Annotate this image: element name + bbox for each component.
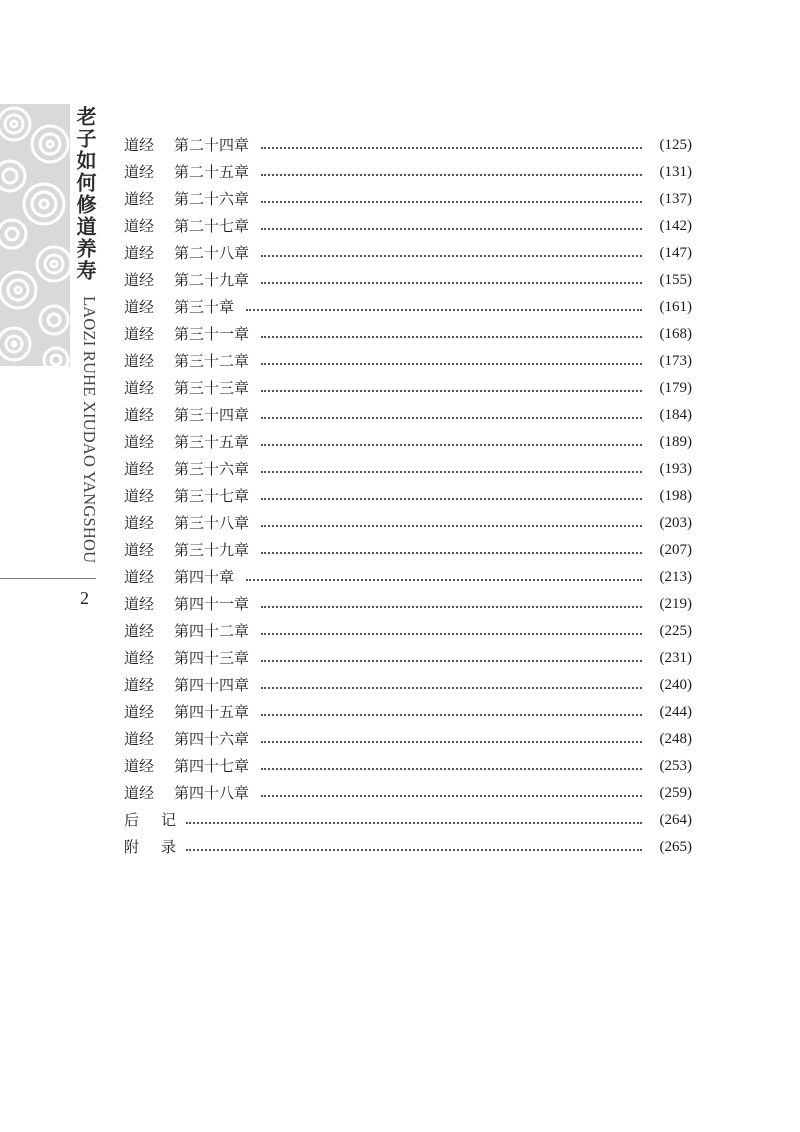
toc-part: 道经 <box>124 541 155 559</box>
toc-chapter: 第四十七章 <box>174 757 250 775</box>
toc-part: 道经 <box>124 568 155 586</box>
toc-page: (168) <box>659 326 692 342</box>
dot-leader <box>261 389 642 392</box>
side-divider-line <box>0 578 96 579</box>
dot-leader <box>261 740 642 743</box>
toc-entry[interactable] <box>124 510 692 537</box>
toc-part: 道经 <box>124 622 155 640</box>
toc-chapter: 第四十五章 <box>174 703 250 721</box>
toc-entry-afterword[interactable] <box>124 807 692 834</box>
toc-part: 道经 <box>124 217 155 235</box>
toc-entry[interactable] <box>124 699 692 726</box>
page-number: 2 <box>80 588 89 608</box>
toc-part: 道经 <box>124 703 155 721</box>
toc-entry[interactable] <box>124 645 692 672</box>
toc-page: (173) <box>659 353 692 369</box>
toc-part: 道经 <box>124 784 155 802</box>
dot-leader <box>261 146 642 149</box>
dot-leader <box>261 686 642 689</box>
toc-page: (265) <box>659 839 692 855</box>
toc-entry[interactable] <box>124 375 692 402</box>
toc-part: 道经 <box>124 271 155 289</box>
table-of-contents <box>124 132 692 861</box>
toc-chapter: 第二十五章 <box>174 163 250 181</box>
toc-entry[interactable] <box>124 726 692 753</box>
toc-chapter: 第四十章 <box>174 568 235 586</box>
toc-page: (147) <box>659 245 692 261</box>
cloud-pattern-decoration <box>0 104 70 366</box>
dot-leader <box>246 578 642 581</box>
toc-part: 道经 <box>124 460 155 478</box>
toc-page: (193) <box>659 461 692 477</box>
dot-leader <box>261 200 642 203</box>
toc-entry[interactable] <box>124 618 692 645</box>
toc-part: 道经 <box>124 298 155 316</box>
toc-part: 道经 <box>124 406 155 424</box>
toc-page: (189) <box>659 434 692 450</box>
dot-leader <box>261 254 642 257</box>
toc-page: (264) <box>659 812 692 828</box>
toc-page: (219) <box>659 596 692 612</box>
dot-leader <box>261 632 642 635</box>
toc-chapter: 第四十三章 <box>174 649 250 667</box>
dot-leader <box>261 173 642 176</box>
toc-entry[interactable] <box>124 213 692 240</box>
toc-chapter: 第二十六章 <box>174 190 250 208</box>
dot-leader <box>261 281 642 284</box>
dot-leader <box>261 470 642 473</box>
dot-leader <box>261 362 642 365</box>
toc-entry[interactable] <box>124 186 692 213</box>
toc-chapter: 第三十一章 <box>174 325 250 343</box>
toc-part: 道经 <box>124 325 155 343</box>
toc-part: 道经 <box>124 433 155 451</box>
toc-entry[interactable] <box>124 456 692 483</box>
dot-leader <box>186 848 642 851</box>
toc-chapter: 第三十八章 <box>174 514 250 532</box>
toc-page: (184) <box>659 407 692 423</box>
toc-chapter: 第三十四章 <box>174 406 250 424</box>
toc-entry[interactable] <box>124 429 692 456</box>
toc-chapter: 第三十七章 <box>174 487 250 505</box>
appendix-char-1: 附 <box>124 838 140 856</box>
toc-chapter: 第四十一章 <box>174 595 250 613</box>
toc-entry[interactable] <box>124 402 692 429</box>
toc-page: (248) <box>659 731 692 747</box>
dot-leader <box>186 821 642 824</box>
dot-leader <box>261 227 642 230</box>
toc-entry[interactable] <box>124 483 692 510</box>
dot-leader <box>261 767 642 770</box>
toc-part: 道经 <box>124 487 155 505</box>
toc-page: (244) <box>659 704 692 720</box>
toc-part: 道经 <box>124 163 155 181</box>
toc-entry[interactable] <box>124 159 692 186</box>
toc-chapter: 第四十六章 <box>174 730 250 748</box>
toc-chapter: 第三十三章 <box>174 379 250 397</box>
dot-leader <box>261 794 642 797</box>
toc-entry[interactable] <box>124 672 692 699</box>
toc-page: (125) <box>659 137 692 153</box>
toc-entry[interactable] <box>124 240 692 267</box>
toc-chapter: 第四十四章 <box>174 676 250 694</box>
toc-page: (198) <box>659 488 692 504</box>
toc-entry[interactable] <box>124 267 692 294</box>
toc-appendix-title <box>124 834 186 861</box>
toc-page: (253) <box>659 758 692 774</box>
toc-chapter: 第二十四章 <box>174 136 250 154</box>
dot-leader <box>261 551 642 554</box>
toc-chapter: 第二十九章 <box>174 271 250 289</box>
toc-part: 道经 <box>124 757 155 775</box>
appendix-char-2: 录 <box>161 838 177 856</box>
dot-leader <box>261 497 642 500</box>
toc-part: 道经 <box>124 730 155 748</box>
toc-page: (207) <box>659 542 692 558</box>
toc-page: (179) <box>659 380 692 396</box>
toc-part: 道经 <box>124 595 155 613</box>
toc-page: (203) <box>659 515 692 531</box>
toc-page: (161) <box>659 299 692 315</box>
afterword-char-2: 记 <box>161 811 177 829</box>
toc-entry[interactable] <box>124 348 692 375</box>
dot-leader <box>261 659 642 662</box>
toc-chapter: 第四十八章 <box>174 784 250 802</box>
toc-chapter: 第三十章 <box>174 298 235 316</box>
toc-page: (137) <box>659 191 692 207</box>
toc-chapter: 第三十二章 <box>174 352 250 370</box>
toc-chapter: 第三十六章 <box>174 460 250 478</box>
toc-page: (213) <box>659 569 692 585</box>
toc-entry[interactable] <box>124 753 692 780</box>
toc-page: (231) <box>659 650 692 666</box>
toc-chapter: 第二十七章 <box>174 217 250 235</box>
toc-part: 道经 <box>124 352 155 370</box>
toc-part: 道经 <box>124 244 155 262</box>
toc-entry[interactable] <box>124 537 692 564</box>
toc-chapter: 第二十八章 <box>174 244 250 262</box>
toc-entry-appendix[interactable] <box>124 834 692 861</box>
toc-entry[interactable] <box>124 564 692 591</box>
toc-part: 道经 <box>124 649 155 667</box>
toc-part: 道经 <box>124 514 155 532</box>
toc-page: (131) <box>659 164 692 180</box>
toc-page: (225) <box>659 623 692 639</box>
toc-part: 道经 <box>124 379 155 397</box>
dot-leader <box>261 443 642 446</box>
dot-leader <box>261 713 642 716</box>
toc-page: (142) <box>659 218 692 234</box>
toc-entry[interactable] <box>124 321 692 348</box>
toc-chapter: 第四十二章 <box>174 622 250 640</box>
dot-leader <box>261 524 642 527</box>
toc-part: 道经 <box>124 136 155 154</box>
toc-chapter: 第三十五章 <box>174 433 250 451</box>
afterword-char-1: 后 <box>124 811 140 829</box>
dot-leader <box>246 308 642 311</box>
dot-leader <box>261 416 642 419</box>
dot-leader <box>261 605 642 608</box>
toc-chapter: 第三十九章 <box>174 541 250 559</box>
toc-page: (155) <box>659 272 692 288</box>
toc-part: 道经 <box>124 190 155 208</box>
dot-leader <box>261 335 642 338</box>
toc-afterword-title <box>124 807 186 834</box>
toc-entry[interactable] <box>124 780 692 807</box>
toc-entry[interactable] <box>124 591 692 618</box>
toc-entry[interactable] <box>124 132 692 159</box>
toc-page: (259) <box>659 785 692 801</box>
toc-page: (240) <box>659 677 692 693</box>
book-title-vertical: 老子如何修道养寿 <box>73 106 97 282</box>
toc-entry[interactable] <box>124 294 692 321</box>
toc-part: 道经 <box>124 676 155 694</box>
book-title-pinyin: LAOZI RUHE XIUDAO YANGSHOU <box>80 296 99 564</box>
